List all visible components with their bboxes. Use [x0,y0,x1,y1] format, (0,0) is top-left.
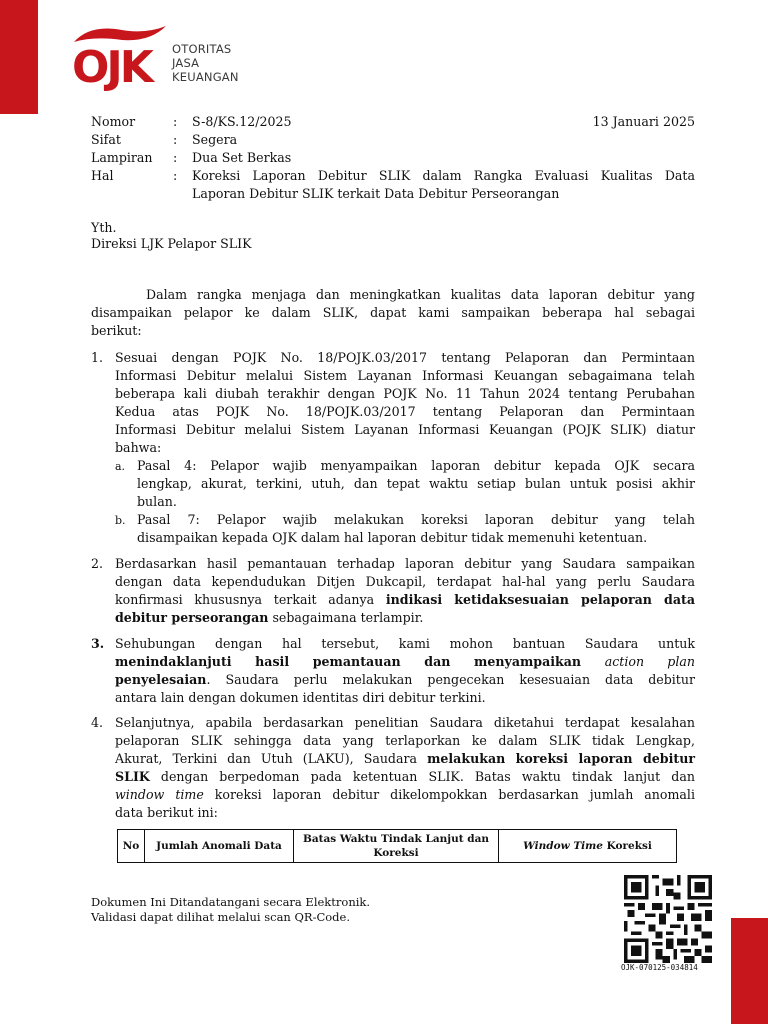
intro-line-3: berikut: [91,323,142,338]
col-header-window-rest: Koreksi [602,840,652,852]
hal-colon: : [173,168,178,183]
item-1-line: Informasi Debitur melalui Sistem Layanan Informasi Keuangan sebagaimana telah [115,368,695,383]
item-2-bold-text: debitur perseorangan [115,610,269,625]
subitem-b-line: disampaikan kepada OJK dalam hal laporan debitur tidak memenuhi ketentuan. [137,530,648,545]
col-header-jumlah: Jumlah Anomali Data [145,830,294,863]
org-name-line-3: KEUANGAN [172,70,239,84]
lampiran-label: Lampiran [91,150,153,165]
col-header-batas-line-1: Batas Waktu Tindak Lanjut dan [302,833,490,845]
item-1-number: 1. [91,350,104,365]
nomor-colon: : [173,114,178,129]
logo-letters: OJK [72,42,151,93]
item-2-line: dengan data kependudukan Ditjen Dukcapil, terdapat hal-hal yang perlu Saudara [115,574,695,589]
qr-code-id: OJK-070125-034814 [621,963,698,972]
subitem-a-line: lengkap, akurat, terkini, utuh, dan tepat waktu setiap bulan untuk posisi akhir [137,476,695,491]
item-2-number: 2. [91,556,104,571]
recipient: Direksi LJK Pelapor SLIK [91,236,252,251]
item-1-line: bahwa: [115,440,162,455]
org-name [172,42,239,84]
item-1-line: beberapa kali diubah terakhir dengan POJK No. 11 Tahun 2024 tentang Perubahan [115,386,695,401]
lampiran-value: Dua Set Berkas [192,150,292,165]
intro-line-1: Dalam rangka menjaga dan meningkatkan kualitas data laporan debitur yang [146,287,695,302]
item-3-line: antara lain dengan dokumen identitas diri debitur terkini. [115,690,486,705]
subitem-a-line: Pasal 4: Pelapor wajib menyampaikan laporan debitur kepada OJK secara [137,458,695,473]
sifat-colon: : [173,132,178,147]
item-2-text [115,555,695,627]
subitem-a-text [137,457,695,511]
item-2-line [115,609,695,627]
item-4-line [115,768,695,786]
salutation: Yth. [91,220,117,235]
item-4-text-part: dengan berpedoman pada ketentuan SLIK. Batas waktu tindak lanjut dan [149,769,695,784]
nomor-label: Nomor [91,114,136,129]
item-1-text [115,349,695,457]
item-4-line [115,750,695,768]
item-4-text-part: Akurat, Terkini dan Utuh (LAKU), Saudara [115,751,428,766]
item-4-line [115,786,695,804]
table-header-row [118,830,677,863]
item-2-line [115,591,695,609]
item-3-text-part: . Saudara perlu melakukan pengecekan kesesuaian data debitur [206,672,695,687]
col-header-batas-line-2: Koreksi [373,847,419,859]
item-1-line: Sesuai dengan POJK No. 18/POJK.03/2017 tentang Pelaporan dan Permintaan [115,350,695,365]
item-4-number: 4. [91,715,104,730]
subitem-b-text [137,511,695,547]
org-name-line-2: JASA [172,56,200,70]
hal-value [192,167,695,203]
subitem-a-line: bulan. [137,494,177,509]
item-4-italic-text: window time [115,787,204,802]
item-3-number: 3. [91,636,105,651]
qr-code-icon [621,875,715,963]
intro-line-2: disampaikan pelapor ke dalam SLIK, dapat kami sampaikan beberapa hal sebagai [91,305,695,320]
anomaly-table [117,829,677,863]
item-4-bold-text: melakukan koreksi laporan debitur [427,751,695,766]
intro-paragraph [91,286,695,340]
item-4-text-part: koreksi laporan debitur dikelompokkan berdasarkan jumlah anomali [203,787,695,802]
item-3-line [115,671,695,689]
item-2-bold-text: indikasi ketidaksesuaian pelaporan data [385,592,695,607]
item-2-text-part: konfirmasi khususnya terkait adanya [115,592,386,607]
col-header-window-time [499,830,677,863]
top-left-red-bar [0,0,38,114]
item-4-text [115,714,695,822]
item-3-text [115,635,695,707]
item-3-bold-text: penyelesaian [115,672,207,687]
org-name-line-1: OTORITAS [172,42,232,56]
hal-label: Hal [91,168,114,183]
item-1-line: Kedua atas POJK No. 18/POJK.03/2017 tentang Pelaporan dan Permintaan [115,404,695,419]
sifat-label: Sifat [91,132,121,147]
item-4-line: pelaporan SLIK sehingga data yang terlaporkan ke dalam SLIK tidak Lengkap, [115,733,695,748]
hal-line-2: Laporan Debitur SLIK terkait Data Debitur Perseorangan [192,186,560,201]
item-4-line: Selanjutnya, apabila berdasarkan penelitian Saudara diketahui terdapat kesalahan [115,715,695,730]
item-3-italic-text: action plan [604,654,696,669]
bottom-right-red-bar [731,918,768,1024]
signature-note-line-2: Validasi dapat dilihat melalui scan QR-Code. [91,910,351,924]
signature-note-line-1: Dokumen Ini Ditandatangani secara Elektronik. [91,895,371,909]
item-3-bold-text: menindaklanjuti hasil pemantauan dan menyampaikan [115,654,605,669]
subitem-b-letter: b. [115,514,126,527]
col-header-batas-waktu [294,830,499,863]
item-2-line: Berdasarkan hasil pemantauan terhadap laporan debitur yang Saudara sampaikan [115,556,695,571]
subitem-a-letter: a. [115,460,126,473]
item-4-line: data berikut ini: [115,805,218,820]
item-4-bold-text: SLIK [115,769,150,784]
subitem-b-line: Pasal 7: Pelapor wajib melakukan koreksi laporan debitur yang telah [137,512,695,527]
lampiran-colon: : [173,150,178,165]
item-3-line [115,653,695,671]
nomor-value: S-8/KS.12/2025 [192,114,292,129]
item-3-line: Sehubungan dengan hal tersebut, kami mohon bantuan Saudara untuk [115,636,695,651]
letter-date: 13 Januari 2025 [592,114,695,129]
col-header-window-italic: Window Time [523,840,603,852]
item-1-line: Informasi Debitur melalui Sistem Layanan Informasi Keuangan (POJK SLIK) diatur [115,422,695,437]
hal-line-1: Koreksi Laporan Debitur SLIK dalam Rangka Evaluasi Kualitas Data [192,168,695,183]
item-2-text-part: sebagaimana terlampir. [268,610,424,625]
sifat-value: Segera [192,132,238,147]
col-header-no: No [118,830,145,863]
signature-note [91,895,370,925]
